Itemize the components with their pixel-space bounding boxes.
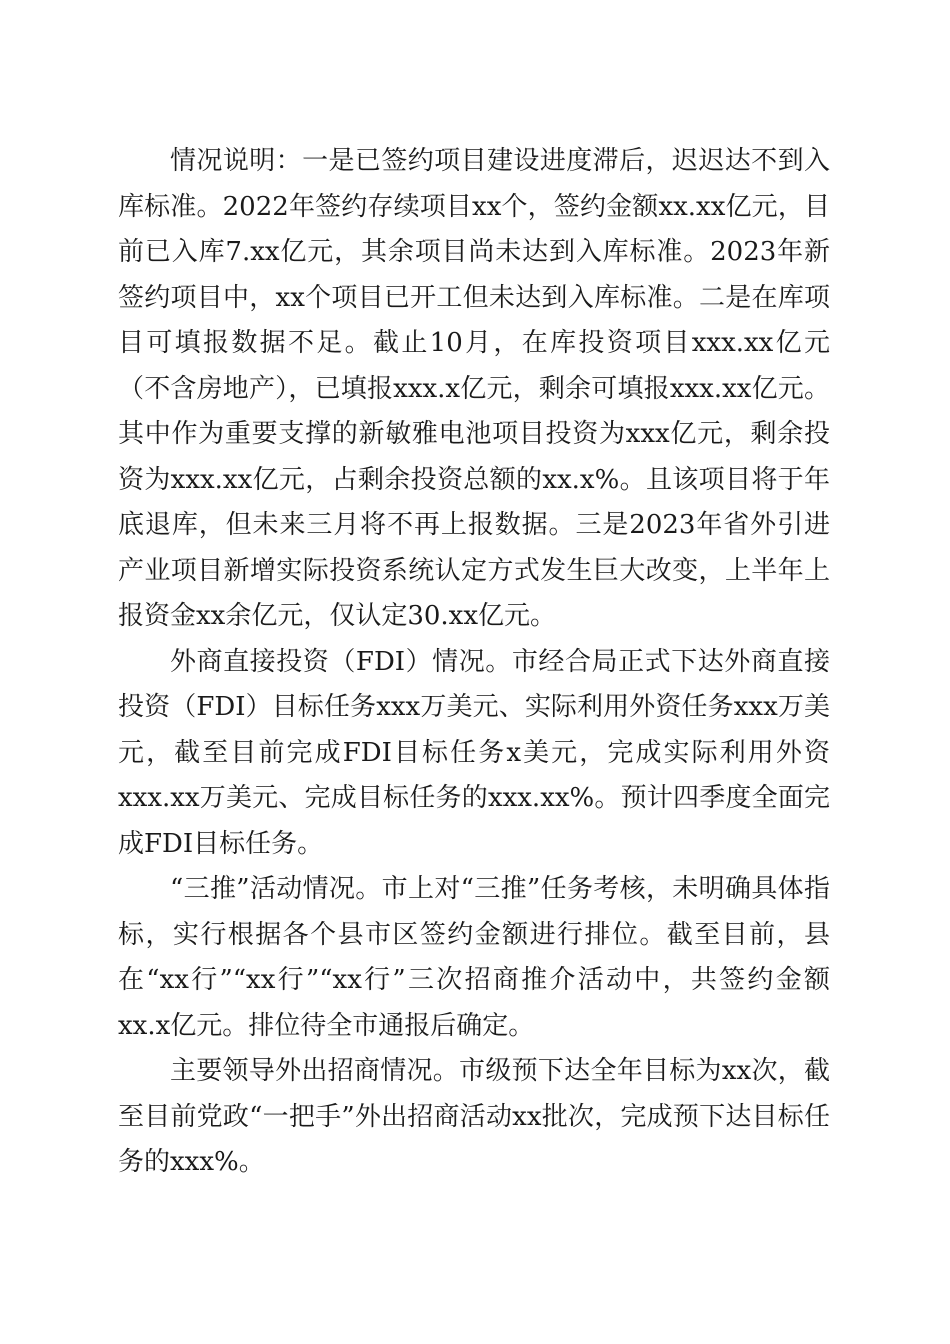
document-page <box>118 139 830 1186</box>
paragraph-situation-explanation: 情况说明：一是已签约项目建设进度滞后，迟迟达不到入库标准。2022年签约存续项目xx个，签约金额xx.xx亿元，目前已入库7.xx亿元，其余项目尚未达到入库标准。2023年新签约项目中，xx个项目已开工但未达到入库标准。二是在库项目可填报数据不足。截止10月，在库投资项目xxx.xx亿元（不含房地产），已填报xxx.x亿元，剩余可填报xxx.xx亿元。其中作为重要支撑的新敏雅电池项目投资为xxx亿元，剩余投资为xxx.xx亿元，占剩余投资总额的xx.x%。且该项目将于年底退库，但未来三月将不再上报数据。三是2023年省外引进产业项目新增实际投资系统认定方式发生巨大改变，上半年上报资金xx余亿元，仅认定30.xx亿元。 <box>118 146 830 631</box>
paragraph-three-push: “三推”活动情况。市上对“三推”任务考核，未明确具体指标，实行根据各个县市区签约金额进行排位。截至目前，县在“xx行”“xx行”“xx行”三次招商推介活动中，共签约金额xx.x亿元。排位待全市通报后确定。 <box>118 874 830 1041</box>
paragraph-fdi: 外商直接投资（FDI）情况。市经合局正式下达外商直接投资（FDI）目标任务xxx万美元、实际利用外资任务xxx万美元，截至目前完成FDI目标任务x美元，完成实际利用外资xxx.xx万美元、完成目标任务的xxx.xx%。预计四季度全面完成FDI目标任务。 <box>118 646 830 859</box>
paragraph-leader-investment: 主要领导外出招商情况。市级预下达全年目标为xx次，截至目前党政“一把手”外出招商活动xx批次，完成预下达目标任务的xxx%。 <box>118 1056 830 1177</box>
